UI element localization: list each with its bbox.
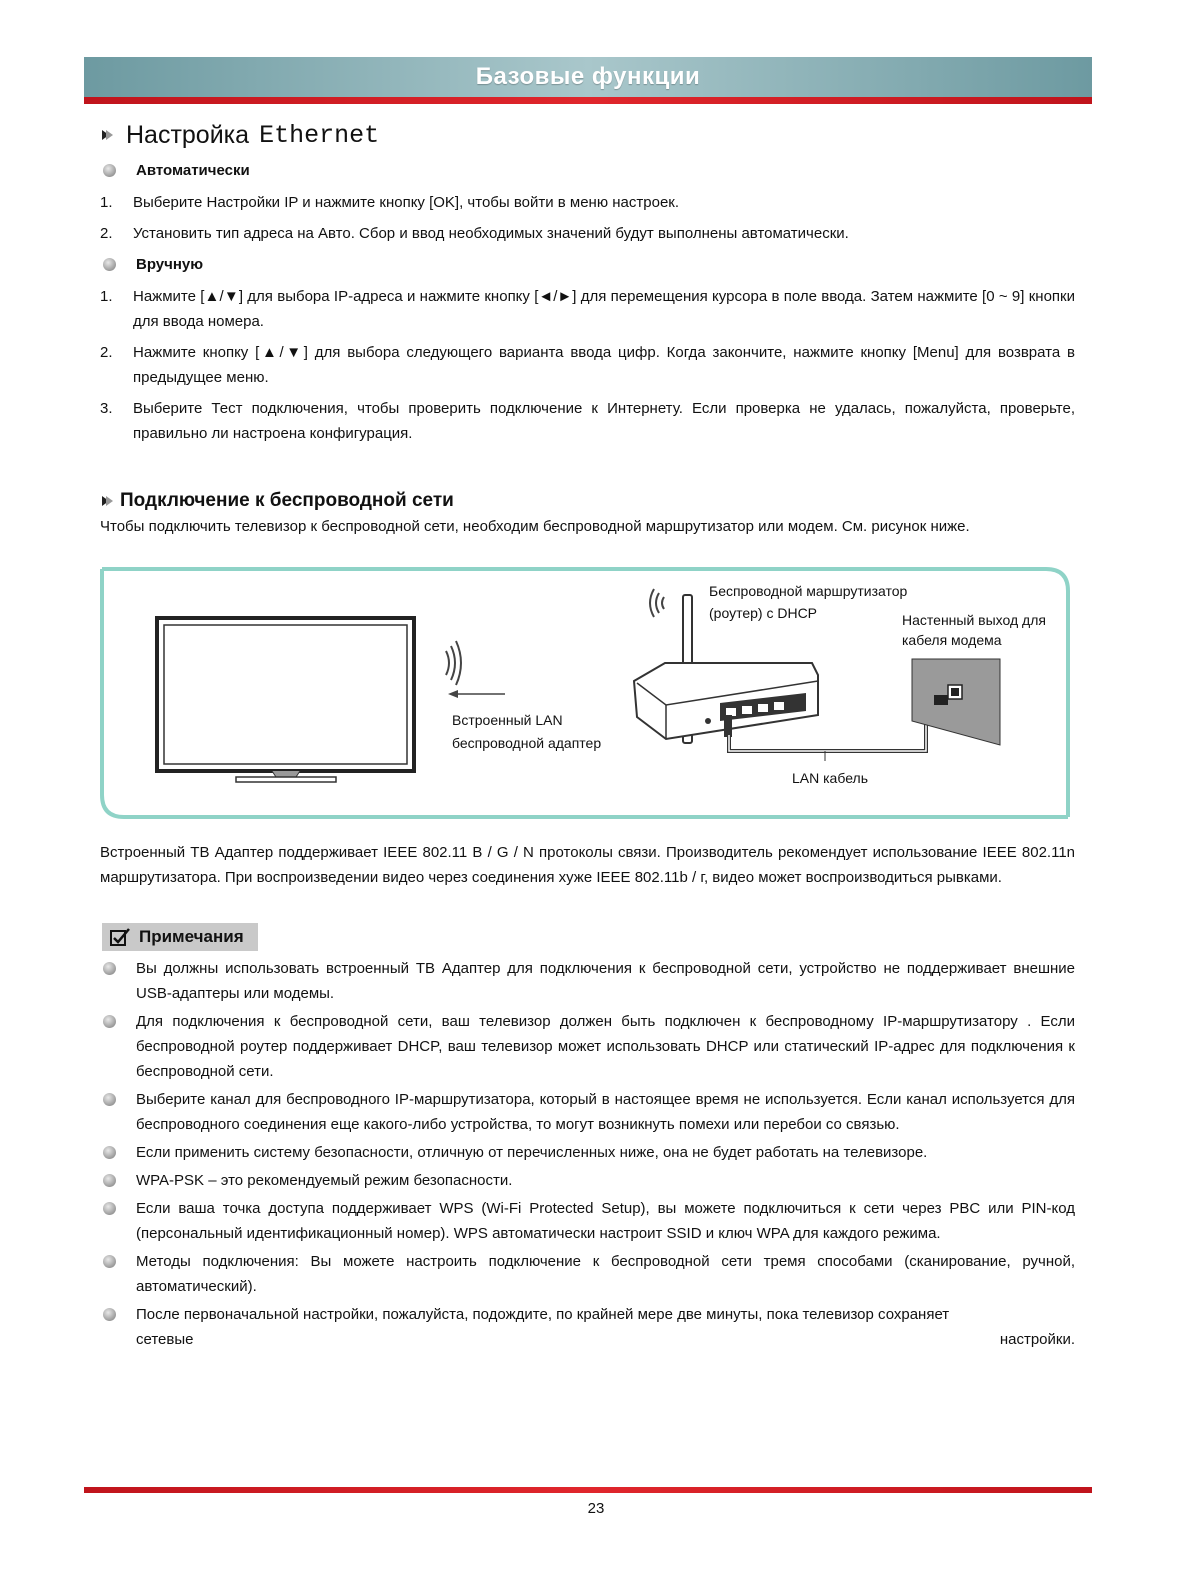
- step-number: 1.: [100, 194, 113, 211]
- step-number: 1.: [100, 288, 113, 305]
- circle-bullet-icon: [103, 1308, 116, 1321]
- step-text: Выберите Тест подключения, чтобы проверить подключение к Интернету. Если проверка не удалась, пожалуйста, проверьте, правильно ли настроена конфигурация.: [133, 400, 1075, 442]
- note-item: [100, 1140, 1075, 1165]
- arrow-bullet-icon: [100, 127, 116, 143]
- checkbox-note-icon: [109, 926, 131, 948]
- step-text: Выберите Настройки IP и нажмите кнопку [OK], чтобы войти в меню настроек.: [133, 194, 680, 211]
- circle-bullet-icon: [103, 1202, 116, 1215]
- circle-bullet-icon: [103, 1255, 116, 1268]
- arrow-left-icon: [448, 690, 505, 698]
- step-number: 3.: [100, 400, 113, 417]
- wall-label-2: кабеля модема: [902, 632, 1002, 648]
- page-number: 23: [587, 1500, 605, 1517]
- step-text: Нажмите [▲/▼] для выбора IP-адреса и нажмите кнопку [◄/►] для перемещения курсора в поле ввода. Затем нажмите [0 ~ 9] кнопки для ввода номера.: [133, 288, 1075, 330]
- note-text: Для подключения к беспроводной сети, ваш телевизор должен быть подключен к беспроводному IP-маршрутизатору . Если беспроводной роутер поддерживает DHCP, ваш телевизор может использовать DHCP или статический IP-адрес для подключения к беспроводной сети.: [136, 1013, 1075, 1080]
- note-text: Методы подключения: Вы можете настроить подключение к беспроводной сети тремя способами (сканирование, ручной, автоматический).: [136, 1253, 1075, 1295]
- ethernet-title-mono: Ethernet: [259, 120, 380, 150]
- router-waves-icon: [650, 589, 664, 617]
- note-item: [100, 1009, 1075, 1084]
- step-text: Нажмите кнопку [▲/▼] для выбора следующего варианта ввода цифр. Когда закончите, нажмите кнопку [Menu] для возврата в предыдущее меню.: [133, 344, 1075, 386]
- header-title: Базовые функции: [475, 63, 701, 90]
- list-item: [100, 221, 1075, 246]
- notes-list: [100, 956, 1075, 1355]
- note-text: Вы должны использовать встроенный ТВ Адаптер для подключения к беспроводной сети, устройство не поддерживает внешние USB-адаптеры или модемы.: [136, 960, 1075, 1002]
- note-last-line: [136, 1327, 1075, 1352]
- subheading-manual: [100, 252, 1075, 276]
- step-number: 2.: [100, 225, 113, 242]
- note-last-start: После первоначальной настройки, пожалуйста, подождите, по крайней мере две минуты, пока телевизор сохраняет: [136, 1306, 950, 1323]
- note-item: [100, 1302, 1075, 1352]
- section-heading-ethernet: [100, 118, 1075, 152]
- adapter-label-2: беспроводной адаптер: [452, 735, 602, 751]
- wireless-intro: Чтобы подключить телевизор к беспроводной сети, необходим беспроводной маршрутизатор или модем. См. рисунок ниже.: [100, 518, 970, 535]
- wall-label-1: Настенный выход для: [902, 612, 1046, 628]
- header-bar: [84, 57, 1092, 97]
- cable-label: LAN кабель: [792, 770, 868, 786]
- note-item: [100, 1087, 1075, 1137]
- wireless-title: Подключение к беспроводной сети: [120, 490, 454, 511]
- router-label-1: Беспроводной маршрутизатор: [709, 583, 908, 599]
- note-item: [100, 1249, 1075, 1299]
- note-text: Выберите канал для беспроводного IP-маршрутизатора, который в настоящее время не используется. Если канал используется для беспроводного соединения еще какого-либо устройства, то могут возникнуть помехи или перебои со связью.: [136, 1091, 1075, 1133]
- note-last-word2: настройки.: [999, 1331, 1075, 1348]
- header-divider: [84, 97, 1092, 104]
- list-item: [100, 340, 1075, 390]
- note-item: [100, 956, 1075, 1006]
- auto-title: Автоматически: [136, 161, 250, 179]
- step-number: 2.: [100, 344, 113, 361]
- ethernet-title-word: Настройка: [126, 120, 250, 149]
- note-last-word1: сетевые: [136, 1331, 194, 1348]
- adapter-support-text: Встроенный ТВ Адаптер поддерживает IEEE 802.11 B / G / N протоколы связи. Производитель рекомендует использование IEEE 802.11n маршрутизатора. При воспроизведении видео через соединения хуже IEEE 802.11b / г, видео может воспроизводиться рывками.: [100, 844, 1075, 886]
- circle-bullet-icon: [103, 962, 116, 975]
- arrow-bullet-icon: [100, 493, 116, 509]
- circle-bullet-icon: [103, 1146, 116, 1159]
- router-label-2: (роутер) с DHCP: [709, 605, 818, 621]
- notes-heading: [102, 923, 258, 951]
- note-text: Если ваша точка доступа поддерживает WPS (Wi-Fi Protected Setup), вы можете подключиться к сети через PBC или PIN-код (персональный идентификационный номер). WPS автоматически настроит SSID и ключ WPA для каждого режима.: [136, 1200, 1075, 1242]
- note-item: [100, 1168, 1075, 1193]
- manual-title: Вручную: [136, 255, 204, 273]
- list-item: [100, 284, 1075, 334]
- tv-icon: [157, 618, 414, 782]
- main-content: [100, 118, 1075, 539]
- list-item: [100, 190, 1075, 215]
- note-text: [136, 1302, 1075, 1352]
- notes-title: Примечания: [139, 927, 244, 946]
- step-text: Установить тип адреса на Авто. Сбор и ввод необходимых значений будут выполнены автоматически.: [133, 225, 849, 242]
- section-heading-wireless: [100, 488, 1075, 514]
- list-item: [100, 396, 1075, 446]
- circle-bullet-icon: [103, 164, 116, 177]
- wireless-diagram: [100, 563, 1072, 819]
- circle-bullet-icon: [103, 258, 116, 271]
- signal-waves-icon: [446, 641, 461, 685]
- circle-bullet-icon: [103, 1174, 116, 1187]
- note-item: [100, 1196, 1075, 1246]
- adapter-label-1: Встроенный LAN: [452, 712, 563, 728]
- subheading-auto: [100, 158, 1075, 182]
- circle-bullet-icon: [103, 1093, 116, 1106]
- circle-bullet-icon: [103, 1015, 116, 1028]
- note-text: WPA-PSK – это рекомендуемый режим безопасности.: [136, 1172, 513, 1189]
- note-text: Если применить систему безопасности, отличную от перечисленных ниже, она не будет работать на телевизоре.: [136, 1144, 928, 1161]
- footer-divider: [84, 1487, 1092, 1493]
- diagram-graphic: [100, 563, 1072, 819]
